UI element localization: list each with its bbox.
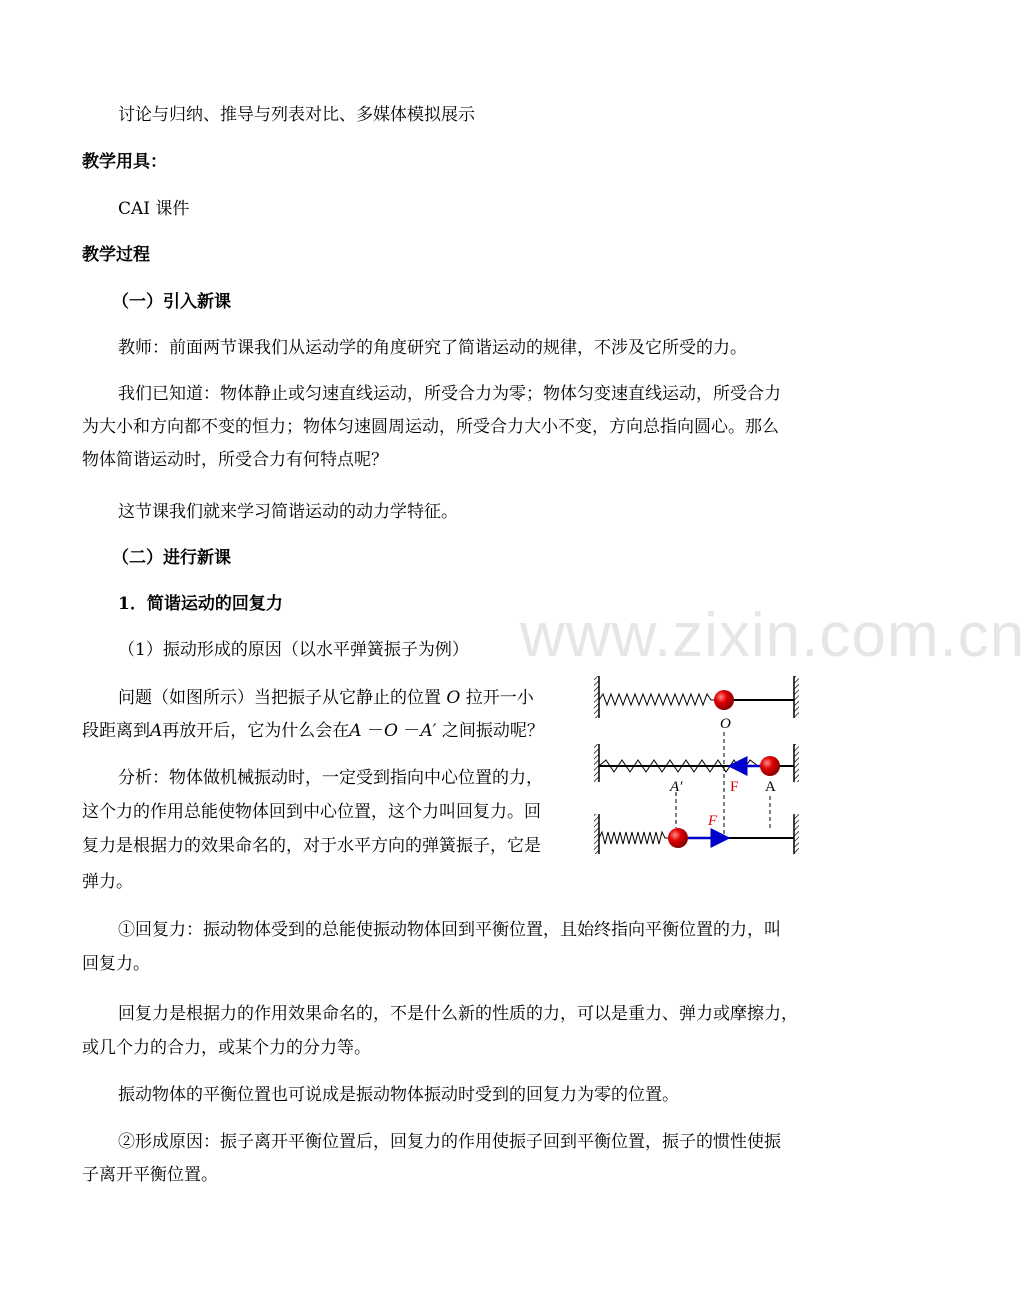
label-F-left: F xyxy=(730,779,739,795)
definition-restoring-force-line2: 回复力。 xyxy=(82,954,150,974)
tools-text: CAI 课件 xyxy=(118,199,190,219)
analysis-line3: 复力是根据力的效果命名的，对于水平方向的弹簧振子，它是 xyxy=(82,836,541,856)
definition-restoring-force-line1: ①回复力：振动物体受到的总能使振动物体回到平衡位置，且始终指向平衡位置的力，叫 xyxy=(118,920,781,940)
spring xyxy=(599,694,715,705)
label-A: A xyxy=(765,779,776,795)
analysis-line1: 分析：物体做机械振动时，一定受到指向中心位置的力， xyxy=(118,768,543,788)
spring xyxy=(599,832,668,844)
question-line2: 段距离到A再放开后，它为什么会在A －O －A′ 之间振动呢？ xyxy=(82,721,544,741)
label-F-right: F xyxy=(708,813,718,829)
analysis-line4: 弹力。 xyxy=(82,872,133,892)
subsection-oscillation-cause: （1）振动形成的原因（以水平弹簧振子为例） xyxy=(118,640,469,660)
formation-cause-line1: ②形成原因：振子离开平衡位置后，回复力的作用使振子回到平衡位置，振子的惯性使振 xyxy=(118,1132,781,1152)
question-line1: 问题（如图所示）当把振子从它静止的位置 O 拉开一小 xyxy=(118,688,534,708)
row-stretched xyxy=(594,744,799,795)
watermark: www.zixin.com.cn xyxy=(520,601,1025,670)
oscillator-ball xyxy=(760,756,780,776)
section-intro-heading: （一）引入新课 xyxy=(112,292,231,312)
paragraph-known-line3: 物体简谐运动时，所受合力有何特点呢？ xyxy=(82,450,388,470)
paragraph-known-line1: 我们已知道：物体静止或匀速直线运动，所受合力为零；物体匀变速直线运动，所受合力 xyxy=(118,384,781,404)
tools-heading: 教学用具： xyxy=(82,152,167,172)
restoring-force-nature-line2: 或几个力的合力，或某个力的分力等。 xyxy=(82,1038,371,1058)
teaching-methods: 讨论与归纳、推导与列表对比、多媒体模拟展示 xyxy=(118,105,475,125)
process-heading: 教学过程 xyxy=(82,245,150,265)
paragraph-known-line2: 为大小和方向都不变的恒力；物体匀速圆周运动，所受合力大小不变，方向总指向圆心。那么 xyxy=(82,417,779,437)
analysis-line2: 这个力的作用总能使物体回到中心位置，这个力叫回复力。回 xyxy=(82,802,541,822)
oscillator-ball xyxy=(714,690,734,710)
paragraph-this-lesson: 这节课我们就来学习简谐运动的动力学特征。 xyxy=(118,502,458,522)
oscillator-ball xyxy=(668,828,688,848)
row-compressed xyxy=(594,813,799,854)
section-new-heading: （二）进行新课 xyxy=(112,548,231,568)
formation-cause-line2: 子离开平衡位置。 xyxy=(82,1165,218,1185)
spring-oscillator-figure xyxy=(590,672,810,864)
label-A-prime: A′ xyxy=(670,779,683,795)
restoring-force-nature-line1: 回复力是根据力的作用效果命名的，不是什么新的性质的力，可以是重力、弹力或摩擦力， xyxy=(118,1004,798,1024)
label-O: O xyxy=(720,716,731,732)
row-equilibrium xyxy=(594,676,799,732)
equilibrium-position-text: 振动物体的平衡位置也可说成是振动物体振动时受到的回复力为零的位置。 xyxy=(118,1085,679,1105)
subsection-restoring-force: 1．简谐运动的回复力 xyxy=(118,594,283,614)
paragraph-teacher: 教师：前面两节课我们从运动学的角度研究了简谐运动的规律，不涉及它所受的力。 xyxy=(118,338,747,358)
